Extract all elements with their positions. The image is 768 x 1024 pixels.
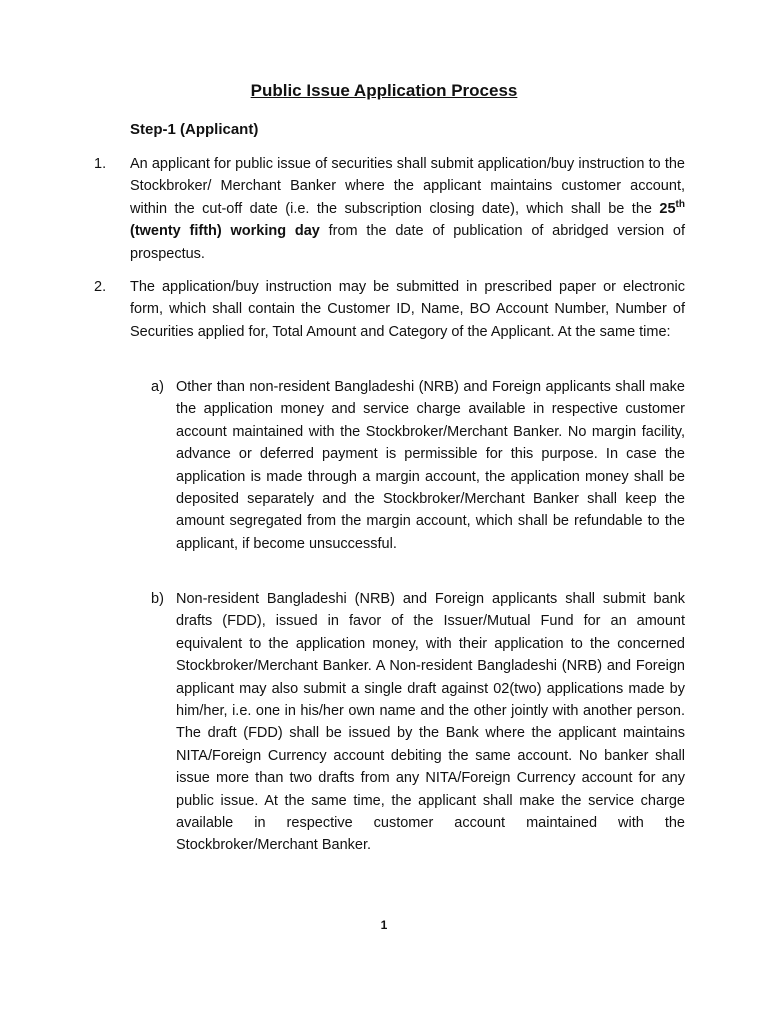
- sub-item-label: b): [151, 591, 164, 607]
- deadline-day-number: 25: [659, 200, 676, 217]
- paragraph-1-text-before: An applicant for public issue of securities shall submit application/buy instruction to the Stockbroker/ Merchant Banker where the applicant maintains customer account, within the cut-off date (i.e. the subscription closing date), which shall be the: [130, 156, 685, 217]
- deadline-day-text: (twenty fifth) working day: [130, 223, 320, 240]
- paragraph-1-text-after: from the date of publication of abridged version of prospectus.: [130, 223, 686, 262]
- paragraph-2: The application/buy instruction may be submitted in prescribed paper or electronic form, which shall contain the Customer ID, Name, BO Account Number, Number of Securities applied for, Total Amount and Category of the Applicant. At the same time:: [130, 279, 685, 340]
- sub-item-b: Non-resident Bangladeshi (NRB) and Foreign applicants shall submit bank drafts (FDD), issued in favor of the Issuer/Mutual Fund for an amount equivalent to the application money, with their application to the concerned Stockbroker/Merchant Banker. A Non-resident Bangladeshi (NRB) and Foreign applicant may also submit a single draft against 02(two) applications made by him/her, i.e. one in his/her own name and the other jointly with another person. The draft (FDD) shall be issued by the Bank where the applicant maintains NITA/Foreign Currency account debiting the same account. No banker shall issue more than two drafts from any NITA/Foreign Currency account for any public issue. At the same time, the applicant shall make the service charge available in respective customer account maintained with the Stockbroker/Merchant Banker.: [176, 591, 685, 854]
- sub-item-a: Other than non-resident Bangladeshi (NRB) and Foreign applicants shall make the application money and service charge available in respective customer account maintained with the Stockbroker/Merchant Banker. No margin facility, advance or deferred payment is permissible for this purpose. In case the application is made through a margin account, the application money shall be deposited separately and the Stockbroker/Merchant Banker shall keep the amount segregated from the margin account, which shall be refundable to the applicant, if become unsuccessful.: [176, 379, 685, 552]
- page-number: 1: [380, 918, 388, 932]
- step-heading: Step-1 (Applicant): [130, 121, 259, 138]
- paragraph-number: 1.: [94, 156, 107, 172]
- paragraph-number: 2.: [94, 279, 107, 295]
- deadline-ordinal-suffix: th: [675, 198, 685, 210]
- paragraph-1: [130, 153, 685, 265]
- sub-item-label: a): [151, 379, 164, 395]
- document-title: Public Issue Application Process: [250, 81, 518, 100]
